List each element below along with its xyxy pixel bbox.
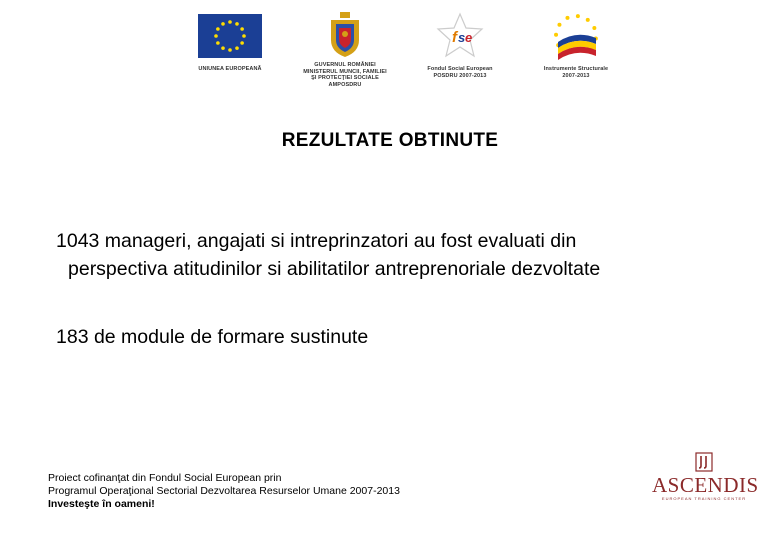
structural-instruments-icon xyxy=(550,12,602,62)
coat-of-arms-icon xyxy=(327,12,363,58)
ascendis-name: ASCENDIS xyxy=(652,473,759,497)
result-item-evaluations-line1: 1043 manageri, angajati si intreprinzatori au fost evaluati din xyxy=(56,230,577,252)
is-caption-line2: 2007-2013 xyxy=(562,72,590,79)
funding-footer xyxy=(48,472,400,511)
gov-caption-line2: MINISTERUL MUNCII, FAMILIEI xyxy=(303,68,387,75)
is-star-icon xyxy=(557,23,561,27)
fse-caption-line1: Fondul Social European xyxy=(427,66,493,72)
result-item-modules: 183 de module de formare sustinute xyxy=(56,326,369,348)
result-item-evaluations xyxy=(56,227,756,283)
is-star-icon xyxy=(576,14,580,18)
eu-star-icon xyxy=(235,46,239,50)
footer-line1: Proiect cofinanţat din Fondul Social European prin xyxy=(48,472,282,484)
svg-text:e: e xyxy=(465,30,473,45)
ascendis-tagline: EUROPEAN TRAINING CENTER xyxy=(661,496,747,501)
romanian-government-logo xyxy=(300,12,390,88)
eu-star-icon xyxy=(228,20,232,24)
is-star-icon xyxy=(586,18,590,22)
eu-star-icon xyxy=(228,48,232,52)
fse-star-icon xyxy=(435,12,485,58)
slide-title: REZULTATE OBTINUTE xyxy=(281,130,499,151)
is-star-icon xyxy=(565,16,569,20)
is-caption-line1: Instrumente Structurale xyxy=(543,66,609,72)
result-item-evaluations-line2: perspectiva atitudinilor si abilitatilor antreprenoriale dezvoltate xyxy=(68,258,601,280)
eu-star-icon xyxy=(221,46,225,50)
ascendis-logo xyxy=(652,452,759,512)
footer-slogan: Investeşte în oameni! xyxy=(48,498,155,510)
instrumente-structurale-logo xyxy=(532,12,620,79)
eu-star-icon xyxy=(240,27,244,31)
fse-logo xyxy=(420,12,500,79)
eu-star-icon xyxy=(216,41,220,45)
fse-caption-line2: POSDRU 2007-2013 xyxy=(433,72,487,79)
gov-caption-line3: ŞI PROTECŢIEI SOCIALE xyxy=(311,75,379,81)
eu-flag-icon xyxy=(198,14,262,58)
ascendis-emblem-icon xyxy=(695,452,713,472)
gov-caption-line1: GUVERNUL ROMÂNIEI xyxy=(314,62,376,68)
is-star-icon xyxy=(592,26,596,30)
eu-caption: UNIUNEA EUROPEANĂ xyxy=(198,66,262,72)
is-star-icon xyxy=(554,33,558,37)
svg-text:f: f xyxy=(452,29,457,46)
gov-caption-line4: AMPOSDRU xyxy=(328,81,362,88)
eu-star-icon xyxy=(221,22,225,26)
eu-star-icon xyxy=(214,34,218,38)
svg-text:s: s xyxy=(458,30,466,45)
eu-star-icon xyxy=(240,41,244,45)
eu-star-icon xyxy=(216,27,220,31)
eu-star-icon xyxy=(242,34,246,38)
eu-logo xyxy=(194,14,266,73)
footer-line2: Programul Operaţional Sectorial Dezvoltarea Resurselor Umane 2007-2013 xyxy=(48,485,400,497)
partner-logos-bar xyxy=(0,0,780,100)
eu-star-icon xyxy=(235,22,239,26)
